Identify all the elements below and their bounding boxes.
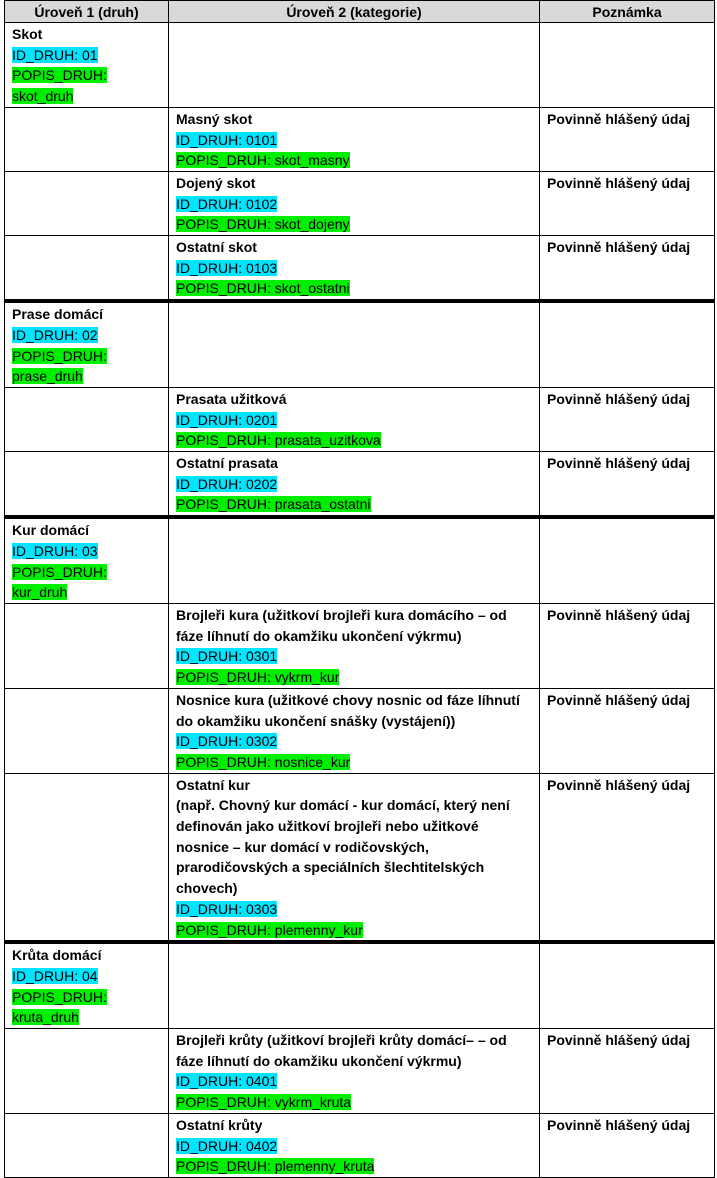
note-cell (540, 603, 715, 688)
note-text: Povinně hlášený údaj (547, 606, 691, 623)
category-id-line (176, 194, 532, 215)
empty-cell (540, 23, 715, 108)
category-id-line (176, 899, 532, 920)
category-description-line: (např. Chovný kur domácí - kur domácí, který není (176, 797, 510, 814)
category-popis: POPIS_DRUH: plemenny_kur (176, 921, 363, 938)
note-cell (540, 1029, 715, 1114)
category-row (5, 171, 715, 235)
category-popis: POPIS_DRUH: nosnice_kur (176, 753, 351, 770)
category-id: ID_DRUH: 0101 (176, 131, 278, 148)
empty-cell (5, 107, 169, 171)
note-cell (540, 452, 715, 518)
category-name: Dojený skot (176, 174, 256, 191)
note-text: Povinně hlášený údaj (547, 1032, 691, 1049)
group-id-line (12, 541, 161, 562)
species-category-table (4, 0, 715, 1178)
category-description-line: definován jako užitkoví brojleři nebo užitkové (176, 818, 479, 835)
group-id: ID_DRUH: 02 (12, 326, 98, 343)
category-popis-line (176, 494, 532, 515)
note-text: Povinně hlášený údaj (547, 1116, 691, 1133)
category-name: Ostatní prasata (176, 455, 278, 472)
note-text: Povinně hlášený údaj (547, 776, 691, 793)
category-id-line (176, 410, 532, 431)
empty-cell (5, 1029, 169, 1114)
category-popis-line (176, 1092, 532, 1113)
empty-cell (5, 452, 169, 518)
category-id-line (176, 731, 532, 752)
empty-cell (5, 1113, 169, 1177)
empty-cell (5, 603, 169, 688)
group-popis-label: POPIS_DRUH: (12, 347, 107, 364)
category-popis: POPIS_DRUH: prasata_ostatni (176, 496, 371, 513)
note-text: Povinně hlášený údaj (547, 390, 691, 407)
category-cell (169, 1113, 540, 1177)
category-cell (169, 236, 540, 302)
category-popis: POPIS_DRUH: skot_masny (176, 152, 350, 169)
group-cell (5, 517, 169, 603)
category-popis: POPIS_DRUH: skot_ostatni (176, 280, 350, 297)
group-name: Kur domácí (12, 522, 90, 539)
category-popis-line (176, 667, 532, 688)
group-id-line (12, 325, 161, 346)
empty-cell (5, 236, 169, 302)
group-popis-label-line (12, 562, 161, 583)
category-popis-line (176, 1156, 532, 1177)
group-popis-value: skot_druh (12, 88, 74, 105)
category-cell (169, 387, 540, 451)
category-name: Ostatní krůty (176, 1116, 263, 1133)
empty-cell (169, 517, 540, 603)
note-cell (540, 107, 715, 171)
category-id-line (176, 474, 532, 495)
group-id-line (12, 966, 161, 987)
category-cell (169, 773, 540, 942)
group-name: Krůta domácí (12, 947, 102, 964)
group-popis-label-line (12, 987, 161, 1008)
empty-cell (5, 387, 169, 451)
category-row (5, 773, 715, 942)
category-description-line: prarodičovských a speciálních šlechtitelských (176, 859, 485, 876)
category-popis-line (176, 278, 532, 299)
group-popis-label: POPIS_DRUH: (12, 988, 107, 1005)
category-popis-line (176, 150, 532, 171)
empty-cell (540, 301, 715, 387)
category-description-line: fáze líhnutí do okamžiku ukončení výkrmu) (176, 627, 462, 644)
category-description-line: Brojleři kura (užitkoví brojleři kura domácího – od (176, 606, 507, 623)
header-level2: Úroveň 2 (kategorie) (169, 1, 540, 23)
category-cell (169, 688, 540, 773)
note-text: Povinně hlášený údaj (547, 239, 691, 256)
note-cell (540, 171, 715, 235)
category-id: ID_DRUH: 0301 (176, 648, 278, 665)
category-popis: POPIS_DRUH: vykrm_kur (176, 669, 340, 686)
header-note: Poznámka (540, 1, 715, 23)
category-description-line: nosnice – kur domácí v rodičovských, (176, 838, 429, 855)
category-row (5, 1113, 715, 1177)
category-row (5, 603, 715, 688)
note-text: Povinně hlášený údaj (547, 455, 691, 472)
group-popis-label-line (12, 65, 161, 86)
category-row (5, 452, 715, 518)
empty-cell (169, 301, 540, 387)
group-row (5, 301, 715, 387)
category-popis: POPIS_DRUH: skot_dojeny (176, 216, 350, 233)
note-text: Povinně hlášený údaj (547, 110, 691, 127)
category-id: ID_DRUH: 0201 (176, 411, 278, 428)
category-id: ID_DRUH: 0303 (176, 900, 278, 917)
category-row (5, 236, 715, 302)
group-popis-value-line (12, 582, 161, 603)
group-name: Skot (12, 26, 43, 42)
category-name: Ostatní skot (176, 239, 257, 256)
category-id-line (176, 258, 532, 279)
category-id: ID_DRUH: 0302 (176, 733, 278, 750)
category-name: Prasata užitková (176, 390, 287, 407)
category-description-line: fáze líhnutí do okamžiku ukončení výkrmu) (176, 1052, 462, 1069)
group-row (5, 942, 715, 1028)
group-id: ID_DRUH: 03 (12, 542, 98, 559)
group-popis-label: POPIS_DRUH: (12, 67, 107, 84)
note-cell (540, 387, 715, 451)
group-cell (5, 301, 169, 387)
group-row (5, 23, 715, 108)
category-id: ID_DRUH: 0103 (176, 259, 278, 276)
category-row (5, 107, 715, 171)
header-row (5, 1, 715, 23)
empty-cell (540, 942, 715, 1028)
category-popis: POPIS_DRUH: vykrm_kruta (176, 1094, 352, 1111)
group-popis-value: kruta_druh (12, 1009, 79, 1026)
note-text: Povinně hlášený údaj (547, 691, 691, 708)
category-id: ID_DRUH: 0202 (176, 475, 278, 492)
category-id-line (176, 1071, 532, 1092)
empty-cell (169, 23, 540, 108)
note-cell (540, 236, 715, 302)
note-cell (540, 1113, 715, 1177)
category-description-line: do okamžiku ukončení snášky (vystájení)) (176, 712, 456, 729)
group-name: Prase domácí (12, 306, 104, 323)
group-popis-value-line (12, 1007, 161, 1028)
group-cell (5, 942, 169, 1028)
category-id: ID_DRUH: 0102 (176, 195, 278, 212)
group-popis-value: kur_druh (12, 584, 68, 601)
category-id-line (176, 646, 532, 667)
category-id-line (176, 1136, 532, 1157)
category-cell (169, 452, 540, 518)
category-description-line: Nosnice kura (užitkové chovy nosnic od fáze líhnutí (176, 691, 520, 708)
group-id: ID_DRUH: 04 (12, 967, 98, 984)
group-id-line (12, 45, 161, 66)
note-cell (540, 773, 715, 942)
category-popis-line (176, 214, 532, 235)
note-text: Povinně hlášený údaj (547, 174, 691, 191)
category-description-line: chovech) (176, 880, 238, 897)
category-cell (169, 1029, 540, 1114)
group-row (5, 517, 715, 603)
category-row (5, 688, 715, 773)
empty-cell (5, 688, 169, 773)
category-popis-line (176, 430, 532, 451)
empty-cell (540, 517, 715, 603)
group-popis-label: POPIS_DRUH: (12, 563, 107, 580)
group-popis-value-line (12, 366, 161, 387)
category-popis: POPIS_DRUH: prasata_uzitkova (176, 432, 381, 449)
category-name: Masný skot (176, 110, 253, 127)
category-description-line: Brojleři krůty (užitkoví brojleři krůty domácí– – od (176, 1032, 507, 1049)
category-cell (169, 171, 540, 235)
table-body (5, 23, 715, 1178)
category-description-line: Ostatní kur (176, 776, 250, 793)
category-popis-line (176, 752, 532, 773)
category-popis: POPIS_DRUH: plemenny_kruta (176, 1158, 375, 1175)
group-popis-label-line (12, 346, 161, 367)
empty-cell (5, 171, 169, 235)
category-row (5, 387, 715, 451)
category-id: ID_DRUH: 0402 (176, 1137, 278, 1154)
empty-cell (5, 773, 169, 942)
empty-cell (169, 942, 540, 1028)
category-cell (169, 107, 540, 171)
header-level1: Úroveň 1 (druh) (5, 1, 169, 23)
category-cell (169, 603, 540, 688)
category-id: ID_DRUH: 0401 (176, 1073, 278, 1090)
category-row (5, 1029, 715, 1114)
category-popis-line (176, 920, 532, 941)
group-popis-value-line (12, 86, 161, 107)
group-cell (5, 23, 169, 108)
note-cell (540, 688, 715, 773)
category-id-line (176, 130, 532, 151)
group-id: ID_DRUH: 01 (12, 46, 98, 63)
group-popis-value: prase_druh (12, 368, 83, 385)
